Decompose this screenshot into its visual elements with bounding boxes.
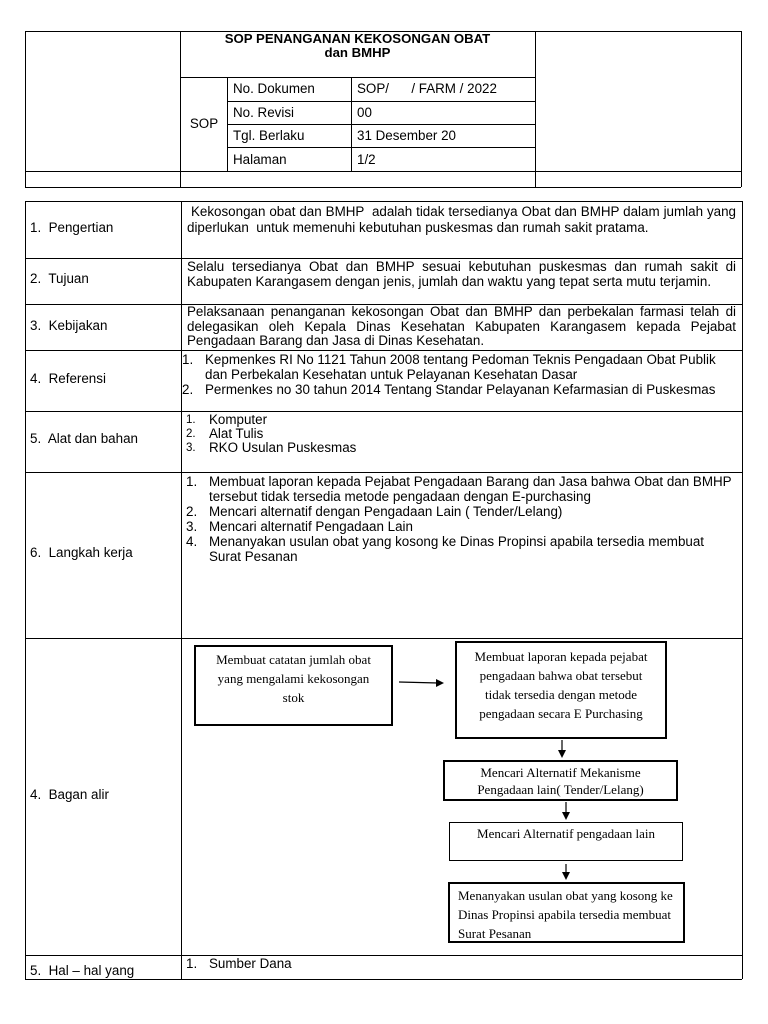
list-number: 2. (186, 504, 198, 519)
list-text: Menanyakan usulan obat yang kosong ke Dinas Propinsi apabila tersedia membuat Surat Pesanan (209, 534, 705, 564)
list-number: 1. (186, 414, 196, 426)
list-text: Mencari alternatif dengan Pengadaan Lain ( Tender/Lelang) (209, 504, 563, 519)
list-item (182, 957, 736, 971)
flow-box-text: Mencari Alternatif pengadaan lain (477, 826, 655, 841)
list-text: Sumber Dana (209, 956, 292, 971)
pengertian-text: Kekosongan obat dan BMHP adalah tidak tersedianya Obat dan BMHP dalam jumlah yang diperlukan untuk memenuhi kebutuhan puskesmas dan rumah sakit pratama. (187, 204, 740, 235)
title-line-2: dan BMHP (324, 45, 391, 60)
flow-box-text: Membuat catatan jumlah obat yang mengalami kekosongan stok (216, 652, 371, 705)
title-line-1: SOP PENANGANAN KEKOSONGAN OBAT (224, 31, 491, 46)
arrow-right (399, 679, 444, 687)
effective-date-label: Tgl. Berlaku (233, 128, 305, 143)
label-kebijakan: 3. Kebijakan (30, 318, 108, 333)
label-referensi: 4. Referensi (30, 371, 106, 386)
arrow-down-2 (562, 802, 570, 820)
doc-number-label: No. Dokumen (233, 81, 315, 96)
page-label: Halaman (233, 152, 287, 167)
tujuan-text: Selalu tersedianya Obat dan BMHP sesuai kebutuhan puskesmas dan rumah sakit di Kabupaten Karangasem dengan jenis, jumlah dan waktu yang tepat serta mutu terjamin. (187, 259, 736, 289)
list-text: Alat Tulis (209, 426, 264, 441)
flow-box-text: Membuat laporan kepada pejabat pengadaan bahwa obat tersebut tidak tersedia dengan metode pengadaan secara E Purchasing (474, 649, 648, 721)
label-pengertian: 1. Pengertian (30, 220, 114, 235)
revision-value: 00 (357, 105, 372, 120)
effective-date-value: 31 Desember 20 (357, 128, 456, 143)
label-tujuan: 2. Tujuan (30, 271, 89, 286)
label-hal: 5. Hal – hal yang (30, 963, 135, 978)
label-langkah: 6. Langkah kerja (30, 545, 133, 560)
page-value: 1/2 (357, 152, 376, 167)
list-text: Komputer (209, 412, 268, 427)
list-text: Permenkes no 30 tahun 2014 Tentang Standar Pelayanan Kefarmasian di Puskesmas (205, 382, 716, 397)
arrow-down-3 (562, 864, 570, 880)
arrow-down-1 (558, 740, 566, 758)
list-text: Kepmenkes RI No 1121 Tahun 2008 tentang Pedoman Teknis Pengadaan Obat Publik dan Perbekalan Kesehatan untuk Pelayanan Kesehatan Dasar (205, 352, 716, 382)
list-number: 1. (182, 352, 194, 367)
list-number: 3. (186, 519, 198, 534)
doc-number-value: SOP/ / FARM / 2022 (357, 81, 497, 96)
list-number: 2. (186, 428, 196, 440)
hal-list (182, 957, 736, 971)
sop-label: SOP (189, 116, 219, 131)
list-number: 2. (182, 382, 194, 397)
list-text: Membuat laporan kepada Pejabat Pengadaan Barang dan Jasa bahwa Obat dan BMHP tersebut tidak tersedia metode pengadaan dengan E-purchasing (209, 474, 732, 504)
flow-box-text: Menanyakan usulan obat yang kosong ke Dinas Propinsi apabila tersedia membuat Surat Pesanan (458, 888, 673, 941)
label-bagan: 4. Bagan alir (30, 787, 109, 802)
list-text: Mencari alternatif Pengadaan Lain (209, 519, 413, 534)
kebijakan-text: Pelaksanaan penanganan kekosongan Obat dan BMHP dan perbekalan farmasi telah di delegasikan oleh Kepala Dinas Kesehatan Kabupaten Karangasem kepada Pejabat Pengadaan Barang dan Jasa di Dinas Kesehatan. (187, 304, 736, 348)
list-number: 1. (186, 956, 198, 971)
label-alat: 5. Alat dan bahan (30, 431, 138, 446)
list-number: 3. (186, 442, 196, 454)
list-number: 1. (186, 474, 198, 489)
list-number: 4. (186, 534, 198, 549)
flow-box-text: Mencari Alternatif Mekanisme Pengadaan lain( Tender/Lelang) (477, 765, 644, 797)
list-text: RKO Usulan Puskesmas (209, 440, 357, 455)
revision-label: No. Revisi (233, 105, 295, 120)
